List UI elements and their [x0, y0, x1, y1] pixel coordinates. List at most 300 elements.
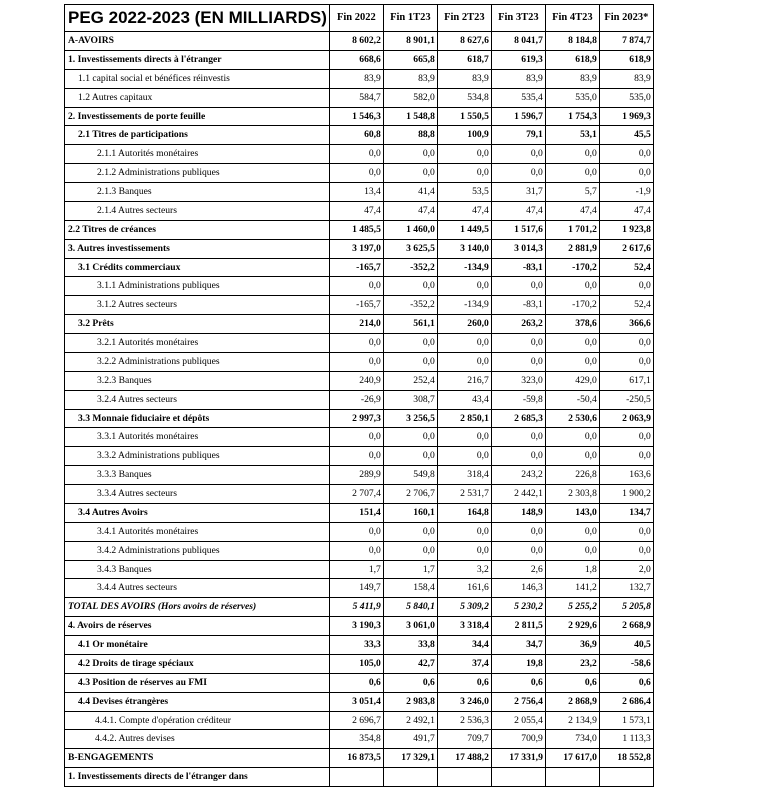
- cell-value: 0,6: [545, 673, 599, 692]
- cell-value: 582,0: [383, 88, 437, 107]
- cell-value: 34,7: [491, 636, 545, 655]
- cell-value: 378,6: [545, 315, 599, 334]
- cell-value: 0,0: [437, 428, 491, 447]
- cell-value: 0,6: [329, 673, 383, 692]
- cell-value: 0,0: [437, 145, 491, 164]
- cell-value: 0,0: [545, 522, 599, 541]
- cell-value: 700,9: [491, 730, 545, 749]
- table-row: [65, 522, 654, 541]
- row-label: 3.4 Autres Avoirs: [65, 503, 330, 522]
- cell-value: 2 811,5: [491, 617, 545, 636]
- cell-value: 0,0: [383, 145, 437, 164]
- table-row: [65, 428, 654, 447]
- cell-value: 734,0: [545, 730, 599, 749]
- cell-value: 8 602,2: [329, 32, 383, 51]
- cell-value: 214,0: [329, 315, 383, 334]
- cell-value: 17 488,2: [437, 749, 491, 768]
- cell-value: 0,0: [545, 277, 599, 296]
- cell-value: [437, 768, 491, 787]
- cell-value: 252,4: [383, 371, 437, 390]
- row-label: B-ENGAGEMENTS: [65, 749, 330, 768]
- cell-value: 2 536,3: [437, 711, 491, 730]
- cell-value: 1 550,5: [437, 107, 491, 126]
- table-row: [65, 220, 654, 239]
- cell-value: 0,0: [599, 164, 653, 183]
- row-label: 3.1 Crédits commerciaux: [65, 258, 330, 277]
- cell-value: 243,2: [491, 466, 545, 485]
- cell-value: 2 983,8: [383, 692, 437, 711]
- cell-value: 2 707,4: [329, 485, 383, 504]
- cell-value: 323,0: [491, 371, 545, 390]
- table-row: [65, 88, 654, 107]
- row-label: 4. Avoirs de réserves: [65, 617, 330, 636]
- cell-value: [329, 768, 383, 787]
- cell-value: 3 246,0: [437, 692, 491, 711]
- cell-value: [545, 768, 599, 787]
- cell-value: 0,0: [491, 447, 545, 466]
- cell-value: 40,5: [599, 636, 653, 655]
- cell-value: 665,8: [383, 50, 437, 69]
- cell-value: 0,0: [599, 522, 653, 541]
- cell-value: 308,7: [383, 390, 437, 409]
- cell-value: 709,7: [437, 730, 491, 749]
- row-label: 2.2 Titres de créances: [65, 220, 330, 239]
- cell-value: -83,1: [491, 258, 545, 277]
- cell-value: -59,8: [491, 390, 545, 409]
- row-label: 1.2 Autres capitaux: [65, 88, 330, 107]
- cell-value: 149,7: [329, 579, 383, 598]
- table-row: [65, 126, 654, 145]
- cell-value: 0,0: [491, 541, 545, 560]
- cell-value: 158,4: [383, 579, 437, 598]
- cell-value: 1 754,3: [545, 107, 599, 126]
- table-row: [65, 711, 654, 730]
- cell-value: 0,6: [599, 673, 653, 692]
- row-label: 4.4.1. Compte d'opération créditeur: [65, 711, 330, 730]
- row-label: 3.4.1 Autorités monétaires: [65, 522, 330, 541]
- cell-value: 0,6: [383, 673, 437, 692]
- cell-value: 263,2: [491, 315, 545, 334]
- table-header-row: [65, 5, 654, 32]
- cell-value: 0,0: [329, 145, 383, 164]
- cell-value: 534,8: [437, 88, 491, 107]
- cell-value: 260,0: [437, 315, 491, 334]
- cell-value: 100,9: [437, 126, 491, 145]
- row-label: 3.3.1 Autorités monétaires: [65, 428, 330, 447]
- cell-value: 0,0: [491, 334, 545, 353]
- cell-value: 0,0: [437, 541, 491, 560]
- row-label: 2.1.1 Autorités monétaires: [65, 145, 330, 164]
- row-label: 3.2.2 Administrations publiques: [65, 352, 330, 371]
- row-label: 3.4.2 Administrations publiques: [65, 541, 330, 560]
- cell-value: 0,0: [383, 334, 437, 353]
- table-row: [65, 277, 654, 296]
- cell-value: 0,0: [545, 447, 599, 466]
- cell-value: 141,2: [545, 579, 599, 598]
- column-header: Fin 2022: [329, 5, 383, 32]
- cell-value: 0,0: [545, 541, 599, 560]
- cell-value: 1,7: [329, 560, 383, 579]
- table-row: [65, 371, 654, 390]
- cell-value: 2 531,7: [437, 485, 491, 504]
- cell-value: 2 686,4: [599, 692, 653, 711]
- cell-value: 619,3: [491, 50, 545, 69]
- table-row: [65, 69, 654, 88]
- cell-value: 3 140,0: [437, 239, 491, 258]
- cell-value: 5 255,2: [545, 598, 599, 617]
- cell-value: 0,0: [599, 352, 653, 371]
- cell-value: 160,1: [383, 503, 437, 522]
- cell-value: 83,9: [599, 69, 653, 88]
- row-label: 3.1.1 Administrations publiques: [65, 277, 330, 296]
- cell-value: 134,7: [599, 503, 653, 522]
- cell-value: 83,9: [329, 69, 383, 88]
- cell-value: -250,5: [599, 390, 653, 409]
- table-row: [65, 390, 654, 409]
- row-label: 2.1 Titres de participations: [65, 126, 330, 145]
- cell-value: 52,4: [599, 258, 653, 277]
- cell-value: 33,8: [383, 636, 437, 655]
- row-label: TOTAL DES AVOIRS (Hors avoirs de réserves): [65, 598, 330, 617]
- cell-value: 47,4: [437, 201, 491, 220]
- cell-value: -165,7: [329, 258, 383, 277]
- table-row: [65, 32, 654, 51]
- table-row: [65, 730, 654, 749]
- cell-value: 1 548,8: [383, 107, 437, 126]
- table-row: [65, 692, 654, 711]
- row-label: 3.2.1 Autorités monétaires: [65, 334, 330, 353]
- table-row: [65, 183, 654, 202]
- cell-value: 0,0: [545, 164, 599, 183]
- cell-value: 105,0: [329, 654, 383, 673]
- row-label: 3.3.3 Banques: [65, 466, 330, 485]
- cell-value: 0,6: [437, 673, 491, 692]
- cell-value: 45,5: [599, 126, 653, 145]
- cell-value: 3 061,0: [383, 617, 437, 636]
- table-row: [65, 50, 654, 69]
- cell-value: -1,9: [599, 183, 653, 202]
- table-row: [65, 503, 654, 522]
- row-label: 1. Investissements directs à l'étranger: [65, 50, 330, 69]
- cell-value: 2 696,7: [329, 711, 383, 730]
- cell-value: 2 530,6: [545, 409, 599, 428]
- cell-value: 0,0: [329, 541, 383, 560]
- row-label: 4.1 Or monétaire: [65, 636, 330, 655]
- cell-value: 1 596,7: [491, 107, 545, 126]
- cell-value: 60,8: [329, 126, 383, 145]
- cell-value: 2 868,9: [545, 692, 599, 711]
- cell-value: 47,4: [329, 201, 383, 220]
- table-row: [65, 315, 654, 334]
- cell-value: 143,0: [545, 503, 599, 522]
- cell-value: 53,5: [437, 183, 491, 202]
- cell-value: [491, 768, 545, 787]
- table-row: [65, 258, 654, 277]
- cell-value: 42,7: [383, 654, 437, 673]
- cell-value: 535,0: [545, 88, 599, 107]
- cell-value: 618,9: [545, 50, 599, 69]
- column-header: Fin 4T23: [545, 5, 599, 32]
- row-label: 3.4.4 Autres secteurs: [65, 579, 330, 598]
- cell-value: 0,0: [599, 145, 653, 164]
- cell-value: -58,6: [599, 654, 653, 673]
- cell-value: 0,0: [383, 277, 437, 296]
- cell-value: -26,9: [329, 390, 383, 409]
- cell-value: 1 485,5: [329, 220, 383, 239]
- cell-value: 132,7: [599, 579, 653, 598]
- cell-value: 47,4: [383, 201, 437, 220]
- cell-value: 16 873,5: [329, 749, 383, 768]
- cell-value: 0,0: [599, 541, 653, 560]
- cell-value: 47,4: [545, 201, 599, 220]
- cell-value: -134,9: [437, 296, 491, 315]
- cell-value: 2 063,9: [599, 409, 653, 428]
- table-row: [65, 579, 654, 598]
- cell-value: 148,9: [491, 503, 545, 522]
- cell-value: 584,7: [329, 88, 383, 107]
- cell-value: 2 055,4: [491, 711, 545, 730]
- cell-value: 535,0: [599, 88, 653, 107]
- cell-value: 216,7: [437, 371, 491, 390]
- table-row: [65, 466, 654, 485]
- cell-value: 163,6: [599, 466, 653, 485]
- cell-value: 17 617,0: [545, 749, 599, 768]
- table-row: [65, 541, 654, 560]
- column-header: Fin 2T23: [437, 5, 491, 32]
- cell-value: 3 014,3: [491, 239, 545, 258]
- cell-value: 2 997,3: [329, 409, 383, 428]
- cell-value: 0,0: [329, 164, 383, 183]
- cell-value: 83,9: [383, 69, 437, 88]
- table-row: [65, 107, 654, 126]
- cell-value: 52,4: [599, 296, 653, 315]
- cell-value: 31,7: [491, 183, 545, 202]
- cell-value: 0,0: [383, 541, 437, 560]
- cell-value: 226,8: [545, 466, 599, 485]
- row-label: 2.1.4 Autres secteurs: [65, 201, 330, 220]
- cell-value: 2 442,1: [491, 485, 545, 504]
- cell-value: 0,0: [491, 352, 545, 371]
- cell-value: 0,0: [437, 164, 491, 183]
- cell-value: 0,0: [491, 277, 545, 296]
- cell-value: 240,9: [329, 371, 383, 390]
- row-label: 2.1.3 Banques: [65, 183, 330, 202]
- row-label: 1. Investissements directs de l'étranger dans: [65, 768, 330, 787]
- cell-value: 3 190,3: [329, 617, 383, 636]
- cell-value: 13,4: [329, 183, 383, 202]
- cell-value: 47,4: [599, 201, 653, 220]
- cell-value: 53,1: [545, 126, 599, 145]
- cell-value: 491,7: [383, 730, 437, 749]
- cell-value: 8 627,6: [437, 32, 491, 51]
- cell-value: 17 331,9: [491, 749, 545, 768]
- cell-value: 33,3: [329, 636, 383, 655]
- table-row: [65, 560, 654, 579]
- row-label: 2. Investissements de porte feuille: [65, 107, 330, 126]
- cell-value: 0,0: [383, 522, 437, 541]
- cell-value: -50,4: [545, 390, 599, 409]
- cell-value: 1 460,0: [383, 220, 437, 239]
- cell-value: [599, 768, 653, 787]
- cell-value: 1 923,8: [599, 220, 653, 239]
- cell-value: 3 318,4: [437, 617, 491, 636]
- row-label: 3.4.3 Banques: [65, 560, 330, 579]
- cell-value: 0,0: [491, 145, 545, 164]
- peg-table: [64, 4, 654, 787]
- cell-value: 0,0: [437, 334, 491, 353]
- cell-value: -170,2: [545, 258, 599, 277]
- column-header: Fin 2023*: [599, 5, 653, 32]
- cell-value: 47,4: [491, 201, 545, 220]
- cell-value: 3 256,5: [383, 409, 437, 428]
- cell-value: 3 051,4: [329, 692, 383, 711]
- cell-value: -170,2: [545, 296, 599, 315]
- cell-value: 289,9: [329, 466, 383, 485]
- cell-value: 0,0: [437, 352, 491, 371]
- cell-value: 0,0: [329, 522, 383, 541]
- cell-value: -352,2: [383, 258, 437, 277]
- cell-value: 0,0: [329, 334, 383, 353]
- cell-value: 37,4: [437, 654, 491, 673]
- cell-value: 0,0: [491, 164, 545, 183]
- cell-value: 0,0: [437, 277, 491, 296]
- table-row: [65, 409, 654, 428]
- row-label: 4.3 Position de réserves au FMI: [65, 673, 330, 692]
- row-label: 4.4 Devises étrangères: [65, 692, 330, 711]
- cell-value: 0,0: [545, 352, 599, 371]
- row-label: 3.2 Prêts: [65, 315, 330, 334]
- cell-value: 1 517,6: [491, 220, 545, 239]
- column-header: Fin 1T23: [383, 5, 437, 32]
- cell-value: 318,4: [437, 466, 491, 485]
- cell-value: 2 617,6: [599, 239, 653, 258]
- cell-value: 2 756,4: [491, 692, 545, 711]
- table-row: [65, 296, 654, 315]
- table-row: [65, 164, 654, 183]
- cell-value: 0,0: [599, 428, 653, 447]
- cell-value: 0,0: [383, 428, 437, 447]
- cell-value: 164,8: [437, 503, 491, 522]
- cell-value: 0,0: [599, 447, 653, 466]
- cell-value: 429,0: [545, 371, 599, 390]
- cell-value: 19,8: [491, 654, 545, 673]
- cell-value: 43,4: [437, 390, 491, 409]
- row-label: 4.2 Droits de tirage spéciaux: [65, 654, 330, 673]
- row-label: 3. Autres investissements: [65, 239, 330, 258]
- row-label: 3.2.3 Banques: [65, 371, 330, 390]
- cell-value: 0,0: [329, 428, 383, 447]
- table-row: [65, 145, 654, 164]
- cell-value: 2,6: [491, 560, 545, 579]
- cell-value: 3,2: [437, 560, 491, 579]
- cell-value: 83,9: [545, 69, 599, 88]
- cell-value: 0,0: [383, 352, 437, 371]
- table-title: PEG 2022-2023 (EN MILLIARDS): [65, 5, 330, 32]
- cell-value: 0,0: [383, 447, 437, 466]
- cell-value: 618,9: [599, 50, 653, 69]
- cell-value: 0,0: [545, 334, 599, 353]
- cell-value: 2 929,6: [545, 617, 599, 636]
- cell-value: 1,7: [383, 560, 437, 579]
- table-row: [65, 352, 654, 371]
- cell-value: 151,4: [329, 503, 383, 522]
- cell-value: 2 850,1: [437, 409, 491, 428]
- cell-value: 5 411,9: [329, 598, 383, 617]
- cell-value: 0,0: [437, 447, 491, 466]
- cell-value: 5,7: [545, 183, 599, 202]
- cell-value: 2,0: [599, 560, 653, 579]
- cell-value: [383, 768, 437, 787]
- cell-value: 0,0: [437, 522, 491, 541]
- cell-value: 0,0: [545, 428, 599, 447]
- cell-value: 561,1: [383, 315, 437, 334]
- table-row: [65, 749, 654, 768]
- cell-value: 617,1: [599, 371, 653, 390]
- cell-value: 0,0: [383, 164, 437, 183]
- cell-value: 2 668,9: [599, 617, 653, 636]
- cell-value: 549,8: [383, 466, 437, 485]
- cell-value: 1 969,3: [599, 107, 653, 126]
- row-label: 1.1 capital social et bénéfices réinvestis: [65, 69, 330, 88]
- cell-value: 79,1: [491, 126, 545, 145]
- cell-value: 8 041,7: [491, 32, 545, 51]
- cell-value: -83,1: [491, 296, 545, 315]
- cell-value: 0,0: [329, 352, 383, 371]
- row-label: 3.3.4 Autres secteurs: [65, 485, 330, 504]
- cell-value: 1 573,1: [599, 711, 653, 730]
- cell-value: 2 881,9: [545, 239, 599, 258]
- row-label: 3.3 Monnaie fiduciaire et dépôts: [65, 409, 330, 428]
- table-row: [65, 334, 654, 353]
- cell-value: 0,0: [491, 428, 545, 447]
- cell-value: 41,4: [383, 183, 437, 202]
- cell-value: 5 309,2: [437, 598, 491, 617]
- cell-value: 34,4: [437, 636, 491, 655]
- cell-value: 2 134,9: [545, 711, 599, 730]
- cell-value: 8 184,8: [545, 32, 599, 51]
- column-header: Fin 3T23: [491, 5, 545, 32]
- cell-value: 83,9: [437, 69, 491, 88]
- cell-value: 17 329,1: [383, 749, 437, 768]
- cell-value: 36,9: [545, 636, 599, 655]
- row-label: 2.1.2 Administrations publiques: [65, 164, 330, 183]
- cell-value: 0,0: [329, 277, 383, 296]
- cell-value: 1,8: [545, 560, 599, 579]
- cell-value: 0,0: [491, 522, 545, 541]
- row-label: 4.4.2. Autres devises: [65, 730, 330, 749]
- table-row: [65, 768, 654, 787]
- table-row: [65, 239, 654, 258]
- row-label: A-AVOIRS: [65, 32, 330, 51]
- cell-value: 3 625,5: [383, 239, 437, 258]
- cell-value: 0,0: [545, 145, 599, 164]
- cell-value: 0,0: [329, 447, 383, 466]
- table-row: [65, 201, 654, 220]
- cell-value: 1 701,2: [545, 220, 599, 239]
- table-row: [65, 636, 654, 655]
- cell-value: 3 197,0: [329, 239, 383, 258]
- cell-value: 23,2: [545, 654, 599, 673]
- cell-value: 2 706,7: [383, 485, 437, 504]
- row-label: 3.1.2 Autres secteurs: [65, 296, 330, 315]
- cell-value: 161,6: [437, 579, 491, 598]
- cell-value: 1 113,3: [599, 730, 653, 749]
- cell-value: 1 449,5: [437, 220, 491, 239]
- cell-value: 2 492,1: [383, 711, 437, 730]
- cell-value: 1 546,3: [329, 107, 383, 126]
- cell-value: 8 901,1: [383, 32, 437, 51]
- cell-value: 7 874,7: [599, 32, 653, 51]
